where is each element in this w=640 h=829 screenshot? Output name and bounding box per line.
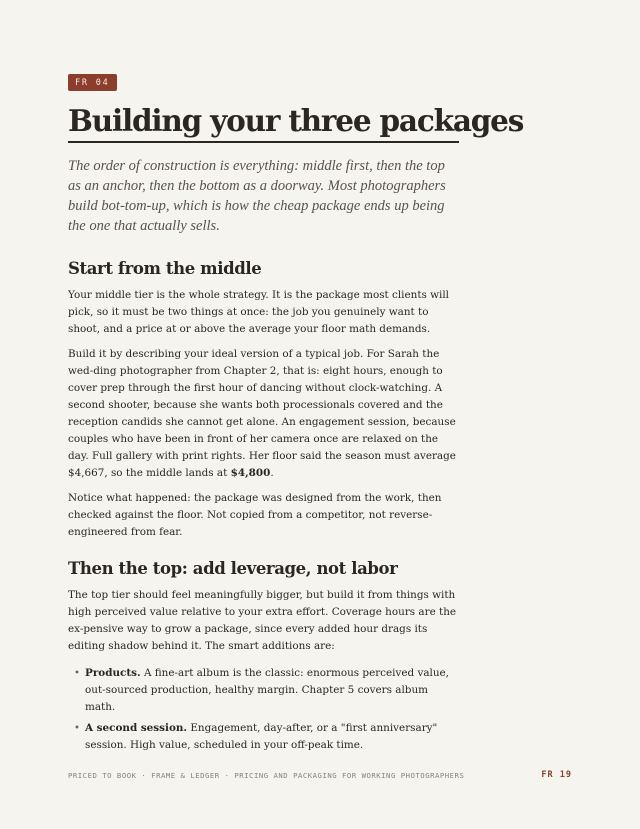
chapter-badge: FR 04 bbox=[68, 74, 117, 91]
page-title: Building your three packages bbox=[68, 103, 524, 138]
section-heading-top: Then the top: add leverage, not labor bbox=[68, 559, 398, 578]
title-rule bbox=[68, 141, 459, 143]
section1-paragraph-2 bbox=[68, 346, 460, 482]
section1-paragraph-3: Notice what happened: the package was designed from the work, then checked against the floor. Not copied from a competitor, not reverse-engineered from fear. bbox=[68, 492, 442, 538]
page-content bbox=[68, 70, 524, 758]
section2-paragraph-1: The top tier should feel meaningfully bigger, but build it from things with high perceived value relative to your extra effort. Coverage hours are the ex-pensive way to grow a package, since every added hour drags its editing shadow behind it. The smart additions are: bbox=[68, 589, 457, 652]
bullet-icon: • bbox=[74, 668, 80, 679]
list-item-text: Engagement, day-after, or a "first anniversary" session. High value, scheduled in your off-peak time. bbox=[85, 722, 438, 751]
running-head: PRICED TO BOOK · FRAME & LEDGER · PRICING AND PACKAGING FOR WORKING PHOTOGRAPHERS bbox=[68, 770, 465, 780]
section1-paragraph-1: Your middle tier is the whole strategy. It is the package most clients will pick, so it must be two things at once: the job you genuinely want to shoot, and a price at or above the average your floor math demands. bbox=[68, 289, 450, 335]
page-footer bbox=[68, 770, 572, 780]
page-number: FR 19 bbox=[541, 770, 572, 780]
additions-list bbox=[68, 665, 460, 754]
price-highlight: $4,800 bbox=[230, 467, 271, 479]
list-item bbox=[68, 720, 460, 754]
paragraph-text: Build it by describing your ideal version of a typical job. For Sarah the wed-ding photographer from Chapter 2, that is: eight hours, enough to cover prep through the first hour of dancing without clock-watching. A second shooter, because she wants both processionals covered and the reception candids she cannot get alone. An engagement session, because couples who have been in front of her camera once are relaxed on the day. Full gallery with print rights. Her floor said the season must average $4,667, so the middle lands at bbox=[68, 348, 456, 479]
lede-paragraph: The order of construction is everything: middle first, then the top as an anchor, then the bottom as a doorway. Most photographers build bot-tom-up, which is how the cheap package ends up being the one that actually sells. bbox=[68, 158, 446, 234]
list-item-text: A fine-art album is the classic: enormous perceived value, out-sourced production, healthy margin. Chapter 5 covers album math. bbox=[85, 667, 449, 713]
section-heading-middle: Start from the middle bbox=[68, 259, 262, 278]
list-item bbox=[68, 665, 460, 716]
list-item-lead: Products. bbox=[85, 667, 141, 679]
bullet-icon: • bbox=[74, 723, 80, 734]
paragraph-end: . bbox=[270, 467, 274, 479]
list-item-lead: A second session. bbox=[85, 722, 188, 734]
